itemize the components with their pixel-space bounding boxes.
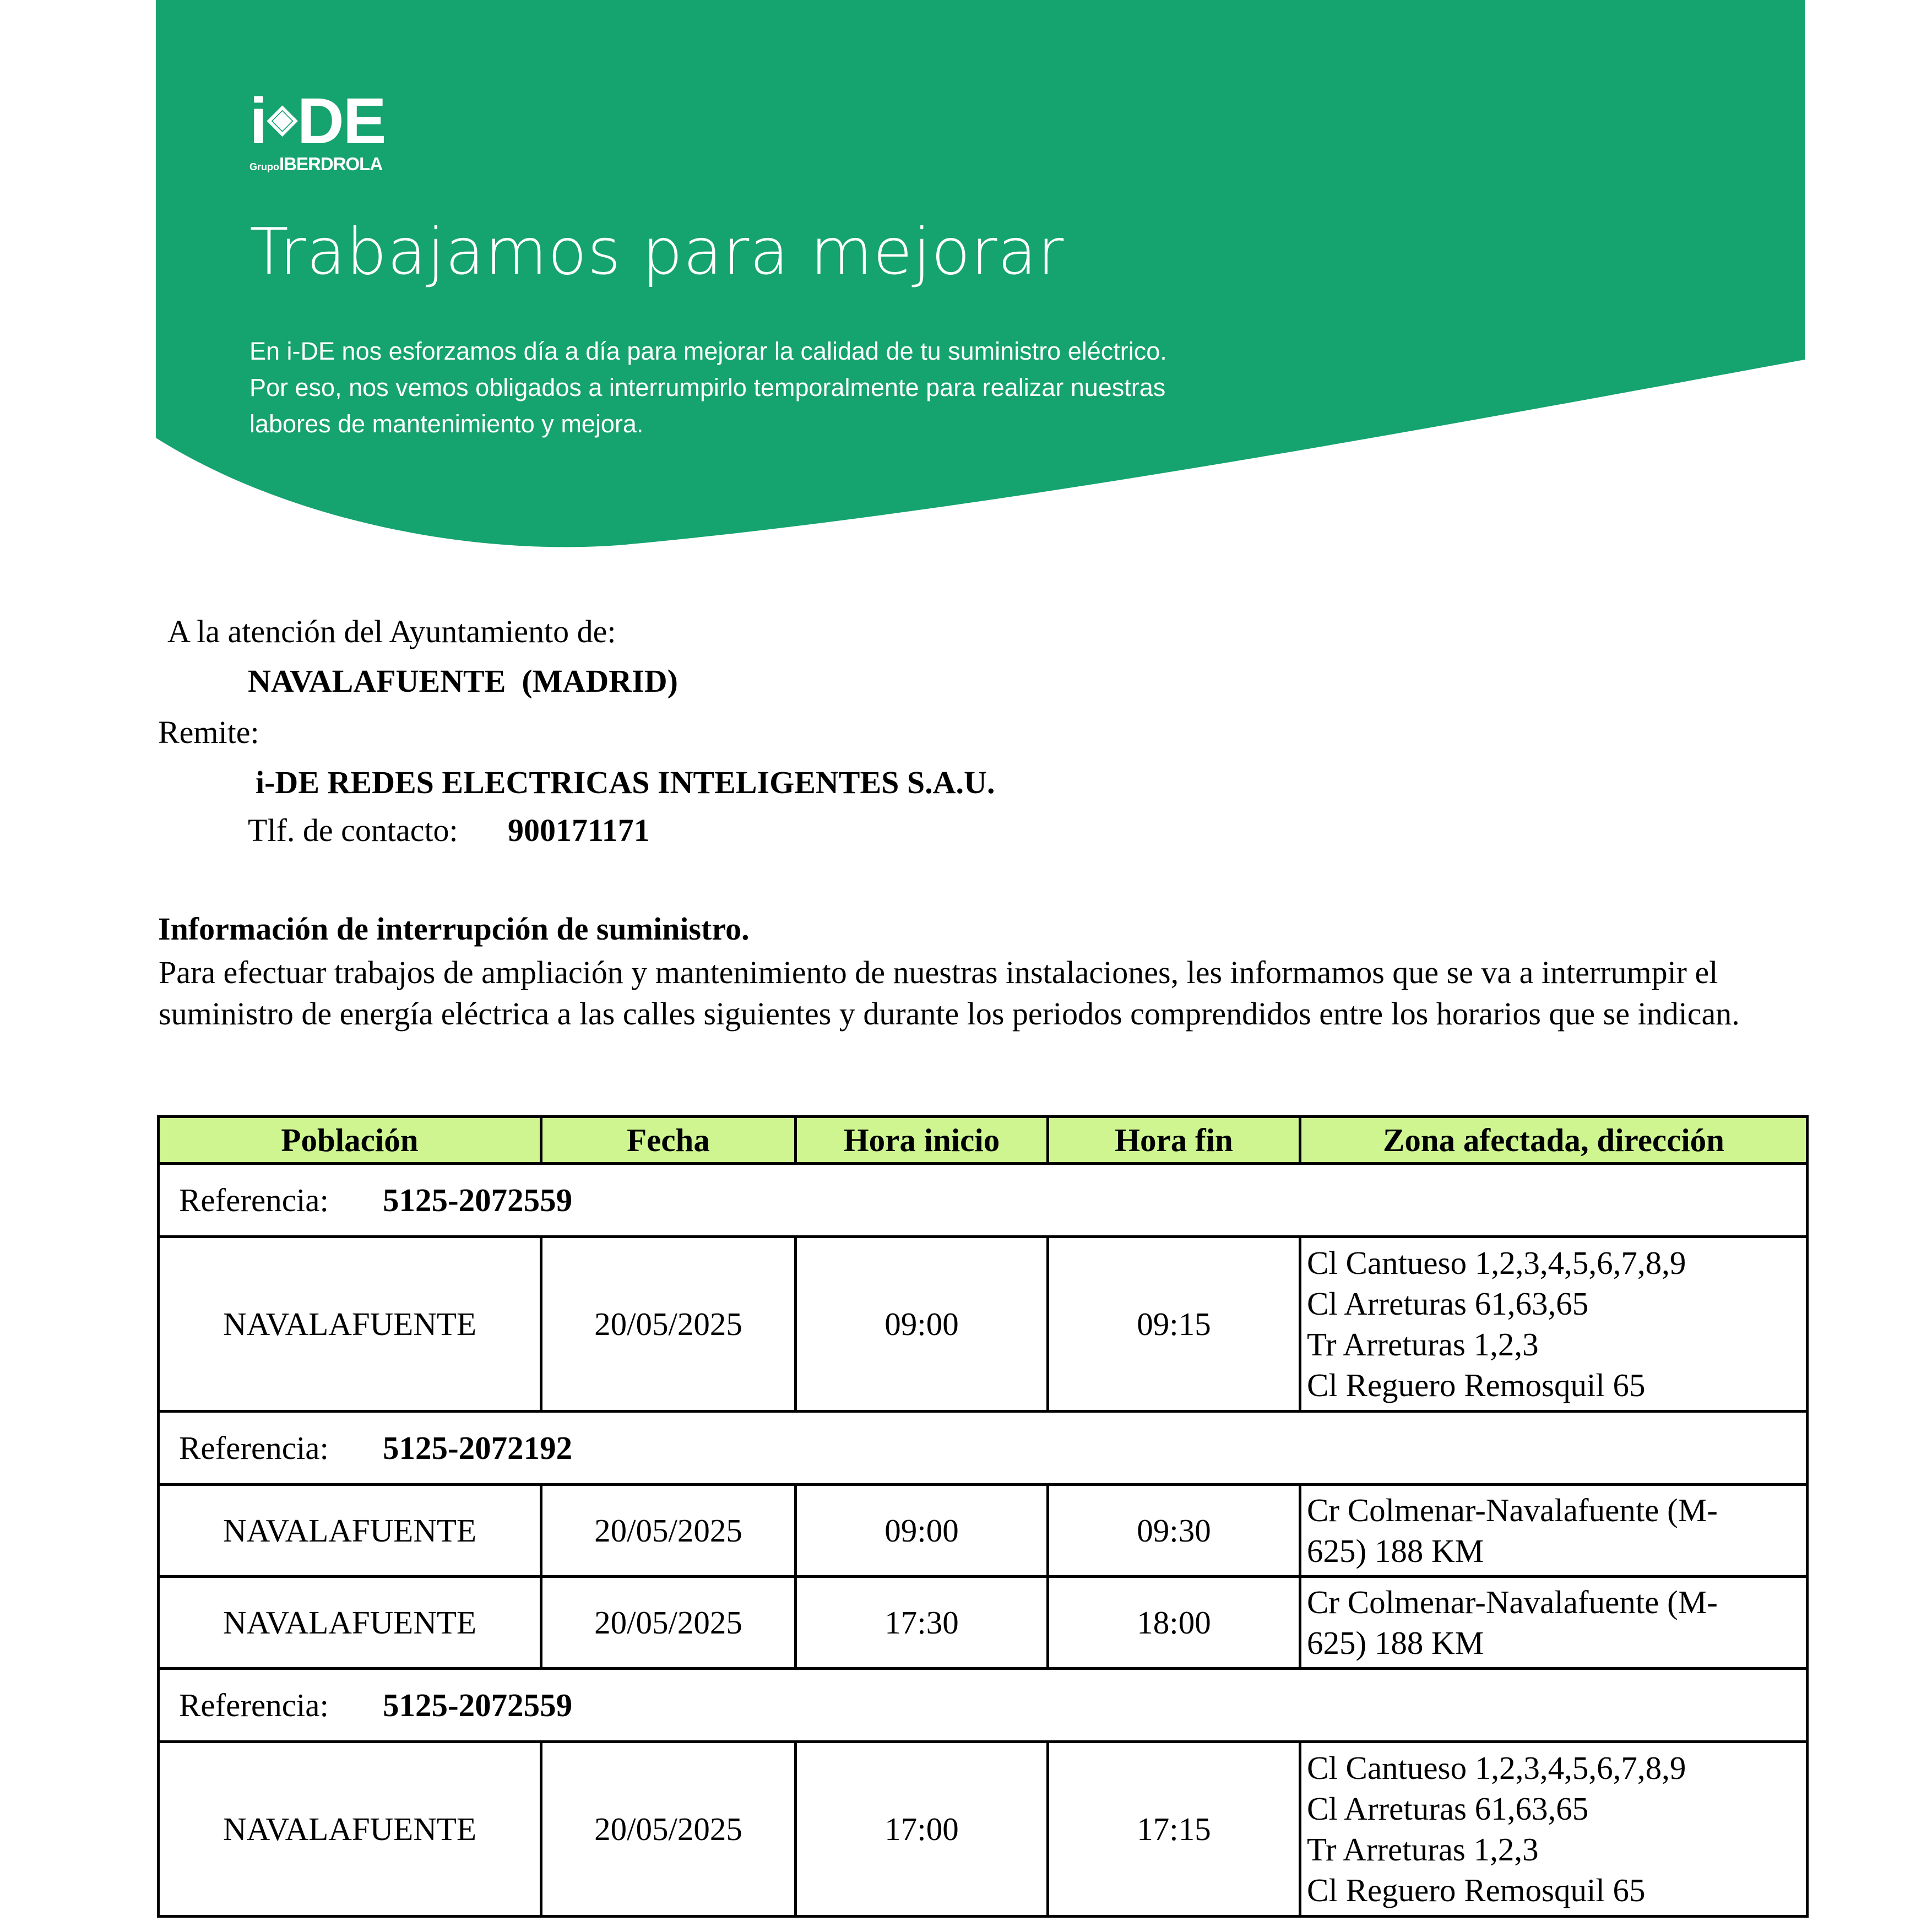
- zona-line: Tr Arreturas 1,2,3: [1307, 1326, 1539, 1363]
- zona-line: Cl Cantueso 1,2,3,4,5,6,7,8,9: [1307, 1750, 1686, 1786]
- reference-row: [159, 1164, 1808, 1237]
- cell-hora-fin: 09:30: [1048, 1485, 1300, 1577]
- zona-line: Cl Arreturas 61,63,65: [1307, 1790, 1589, 1827]
- zona-line: 625) 188 KM: [1307, 1625, 1484, 1661]
- cell-poblacion: NAVALAFUENTE: [159, 1577, 541, 1669]
- table-header-row: [159, 1117, 1808, 1164]
- banner-text: En i-DE nos esforzamos día a día para mejorar la calidad de tu suministro eléctrico. Por eso, nos vemos obligados a interrumpirlo temporalmente para realizar nuestras labores de mantenimiento y mejora.: [249, 337, 1167, 438]
- zona-line: 625) 188 KM: [1307, 1533, 1484, 1569]
- sender-label: Remite:: [158, 714, 259, 750]
- table-row: [159, 1577, 1808, 1669]
- zona-line: Cl Reguero Remosquil 65: [1307, 1367, 1646, 1403]
- cell-hora-fin: 18:00: [1048, 1577, 1300, 1669]
- info-heading: Información de interrupción de suministro.: [158, 911, 750, 947]
- header-zona: Zona afectada, dirección: [1300, 1117, 1808, 1164]
- info-body: Para efectuar trabajos de ampliación y mantenimiento de nuestras instalaciones, les informamos que se va a interrumpir el suministro de energía eléctrica a las calles siguientes y durante los periodos comprendidos entre los horarios que se indican.: [159, 954, 1740, 1032]
- attention-label: A la atención del Ayuntamiento de:: [167, 614, 616, 649]
- phone-number: 900171171: [508, 812, 650, 848]
- cell-zona: [1300, 1742, 1808, 1917]
- cell-fecha: 20/05/2025: [541, 1237, 796, 1412]
- phone-label: Tlf. de contacto:: [248, 812, 458, 848]
- cell-poblacion: NAVALAFUENTE: [159, 1485, 541, 1577]
- cell-fecha: 20/05/2025: [541, 1742, 796, 1917]
- header-poblacion: Población: [159, 1117, 541, 1164]
- reference-number: 5125-2072192: [383, 1429, 573, 1466]
- zona-line: Tr Arreturas 1,2,3: [1307, 1831, 1539, 1868]
- table-row: [159, 1742, 1808, 1917]
- cell-hora-inicio: 17:00: [796, 1742, 1048, 1917]
- municipality: NAVALAFUENTE (MADRID): [248, 663, 678, 699]
- reference-row: [159, 1412, 1808, 1485]
- table-row: [159, 1237, 1808, 1412]
- zona-line: Cl Arreturas 61,63,65: [1307, 1285, 1589, 1322]
- interruption-table: [157, 1115, 1809, 1918]
- cell-fecha: 20/05/2025: [541, 1577, 796, 1669]
- zona-line: Cr Colmenar-Navalafuente (M-: [1307, 1492, 1718, 1528]
- cell-poblacion: NAVALAFUENTE: [159, 1742, 541, 1917]
- zona-line: Cr Colmenar-Navalafuente (M-: [1307, 1584, 1718, 1620]
- zona-line: Cl Cantueso 1,2,3,4,5,6,7,8,9: [1307, 1245, 1686, 1281]
- cell-hora-inicio: 09:00: [796, 1237, 1048, 1412]
- table-row: [159, 1485, 1808, 1577]
- reference-number: 5125-2072559: [383, 1181, 573, 1218]
- reference-number: 5125-2072559: [383, 1686, 573, 1723]
- logo-wordmark: i◈DE: [249, 85, 386, 158]
- cell-fecha: 20/05/2025: [541, 1485, 796, 1577]
- reference-label: Referencia:: [179, 1181, 329, 1218]
- banner-title: Trabajamos para mejorar: [249, 215, 1065, 289]
- cell-zona: [1300, 1237, 1808, 1412]
- cell-zona: [1300, 1485, 1808, 1577]
- cell-hora-fin: 09:15: [1048, 1237, 1300, 1412]
- header-hora-inicio: Hora inicio: [796, 1117, 1048, 1164]
- cell-zona: [1300, 1577, 1808, 1669]
- cell-hora-fin: 17:15: [1048, 1742, 1300, 1917]
- sender-name: i-DE REDES ELECTRICAS INTELIGENTES S.A.U.: [256, 764, 995, 800]
- reference-label: Referencia:: [179, 1686, 329, 1723]
- leaf-icon: ◈: [267, 96, 296, 139]
- header-hora-fin: Hora fin: [1048, 1117, 1300, 1164]
- header-fecha: Fecha: [541, 1117, 796, 1164]
- cell-poblacion: NAVALAFUENTE: [159, 1237, 541, 1412]
- reference-label: Referencia:: [179, 1429, 329, 1466]
- cell-hora-inicio: 09:00: [796, 1485, 1048, 1577]
- cell-hora-inicio: 17:30: [796, 1577, 1048, 1669]
- zona-line: Cl Reguero Remosquil 65: [1307, 1872, 1646, 1908]
- ide-logo: [249, 85, 415, 173]
- logo-group-line: GrupoIBERDROLA: [249, 154, 383, 174]
- reference-row: [159, 1669, 1808, 1742]
